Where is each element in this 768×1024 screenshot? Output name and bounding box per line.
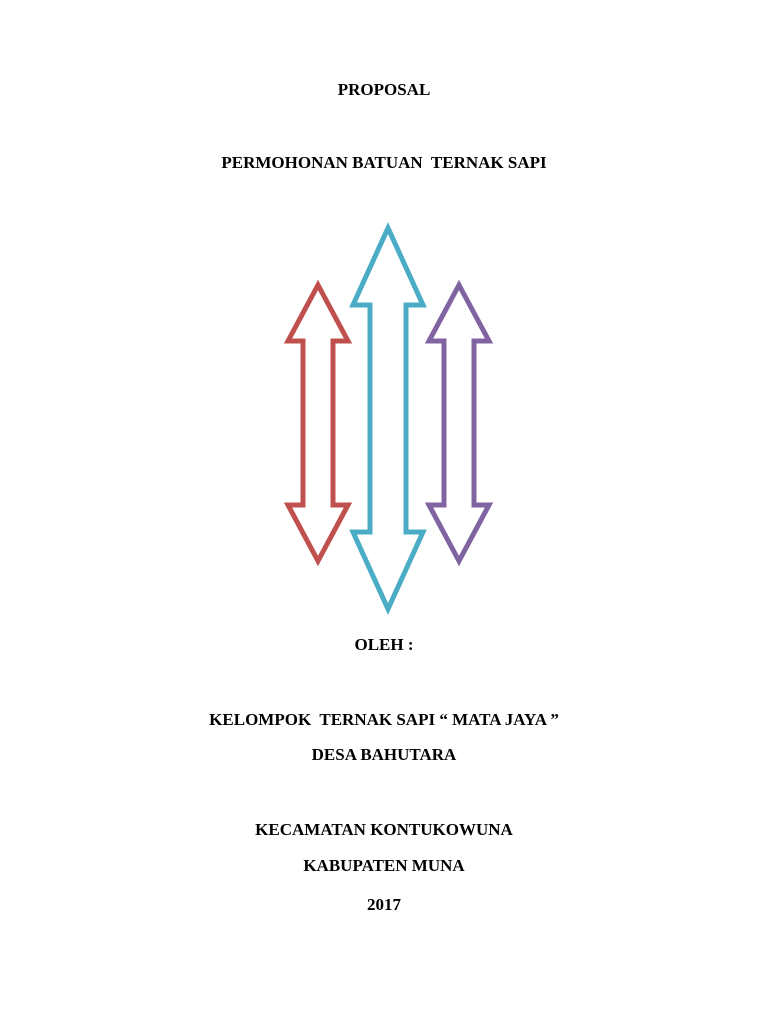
- district-name: KECAMATAN KONTUKOWUNA: [255, 820, 513, 839]
- purple-double-arrow-icon: [429, 285, 489, 561]
- cyan-double-arrow-icon: [353, 228, 423, 609]
- year: 2017: [367, 895, 401, 914]
- group-name: KELOMPOK TERNAK SAPI “ MATA JAYA ”: [209, 710, 559, 729]
- village-name: DESA BAHUTARA: [311, 745, 457, 764]
- red-double-arrow-icon: [288, 285, 348, 561]
- document-title: PROPOSAL: [337, 80, 431, 99]
- by-label: OLEH :: [354, 635, 414, 654]
- regency-name: KABUPATEN MUNA: [303, 856, 465, 875]
- document-subtitle: PERMOHONAN BATUAN TERNAK SAPI: [221, 153, 547, 172]
